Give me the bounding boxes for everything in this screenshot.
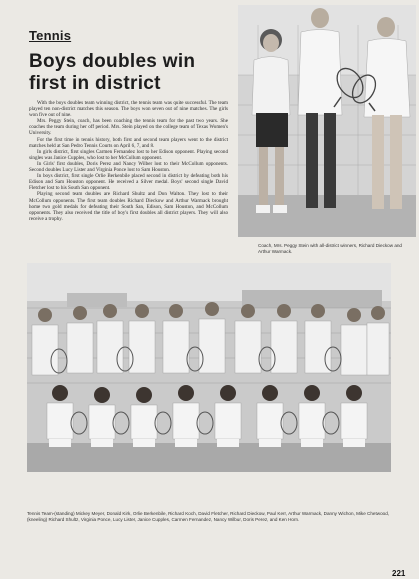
body-paragraph: For the first time in tennis history, both first and second team players went to the district matches held at San Pedro Tennis Courts on April 6, 7, and 8. (29, 136, 228, 149)
coach-players-photo (238, 5, 416, 237)
team-photo-caption (27, 511, 391, 523)
coach-players-caption: Coach, Mrs. Peggy Stein with all-district winners, Richard Dieckow and Arthur Warmack. (258, 243, 402, 254)
team-caption-line-2: (kneeling) Richard Shultz, Virginia Ponce, Lucy Lister, Janice Cupples, Carmen Fernandez, Nancy Wilbur, Doris Perez, and Ken Horn. (27, 517, 300, 523)
headline (29, 51, 229, 95)
body-paragraph: With the boys doubles team winning district, the tennis team was quite successful. The team played ten non-district matches this season. The boys won seven out of nine matches. The girls won five out of nine. (29, 100, 228, 119)
body-paragraph: Mrs. Peggy Stein, coach, has been coaching the tennis team for the past two years. She coaches the team during her off period. Mrs. Stein played on the college team of Texas Women's University. (29, 118, 228, 137)
headline-line-2: first in district (29, 73, 161, 94)
body-paragraph: Playing second team doubles are Richard Shultz and Don Walton. They lost to their McCollum opponents. The first team doubles Richard Dieckow and Arthur Warmack brought home two gold medals for defeating their South San, Edison, Sam Houston, and McCollum opponents. They also received the title of boy's first doubles all district players. They will also receive a trophy. (29, 191, 228, 222)
body-paragraph: In Girls' first doubles, Doris Perez and Nancy Wilber lost to their McCollum opponents. Second doubles Lucy Lister and Virginia Ponce lost to Sam Houston. (29, 160, 228, 174)
section-label: Tennis (29, 28, 72, 43)
body-paragraph: In girls district, first singles Carmen Fernandez lost to her Edison opponent. Playing second singles was Janice Cupples, who lost to her McCollum opponent. (29, 148, 228, 161)
article-body (29, 100, 228, 256)
body-paragraph: In boys district, first single Orlie Berkenbile placed second in district by defeating both his Edison and Sam Houston opponent. He received a Silver medal. Boys' second single David Fletcher lost to his South San opponent. (29, 173, 228, 192)
headline-line-1: Boys doubles win (29, 51, 196, 72)
team-photo (27, 263, 391, 472)
coach-players-illustration (238, 5, 416, 237)
team-photo-illustration (27, 263, 391, 472)
page-number: 221 (392, 569, 406, 578)
team-caption-line-1: Tennis Team-(standing) Mickey Meyer, Donald Kirk, Orlie Berkenbile, Richard Koch, David Fletcher, Richard Dieckow, Paul Kerr, Arthur Warmack, Danny Wichon, Mike Chetwood, (27, 511, 390, 516)
